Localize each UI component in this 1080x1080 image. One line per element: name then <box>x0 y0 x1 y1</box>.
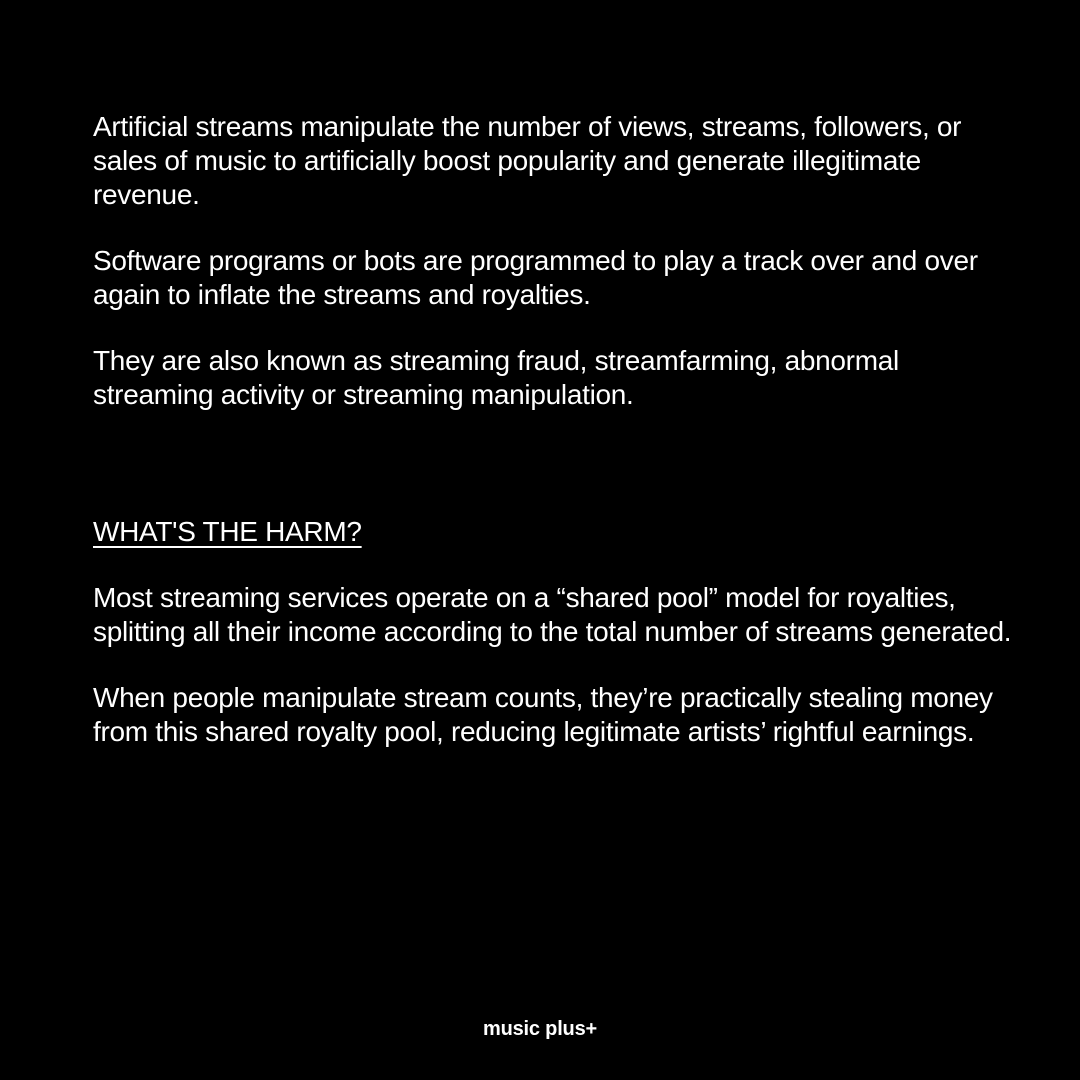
brand-logo-text: music plus+ <box>483 1018 597 1040</box>
slide-content <box>93 110 1013 749</box>
harm-heading: WHAT'S THE HARM? <box>93 516 362 547</box>
intro-paragraph-bots: Software programs or bots are programmed to play a track over and over again to inflate the streams and royalties. <box>93 245 978 310</box>
intro-paragraph-definition: Artificial streams manipulate the number of views, streams, followers, or sales of music to artificially boost popularity and generate illegitimate revenue. <box>93 111 962 210</box>
harm-paragraph-stealing: When people manipulate stream counts, they’re practically stealing money from this shared royalty pool, reducing legitimate artists’ rightful earnings. <box>93 682 993 747</box>
intro-paragraph-aliases: They are also known as streaming fraud, streamfarming, abnormal streaming activity or streaming manipulation. <box>93 345 899 410</box>
harm-paragraph-shared-pool: Most streaming services operate on a “shared pool” model for royalties, splitting all their income according to the total number of streams generated. <box>93 582 1012 647</box>
